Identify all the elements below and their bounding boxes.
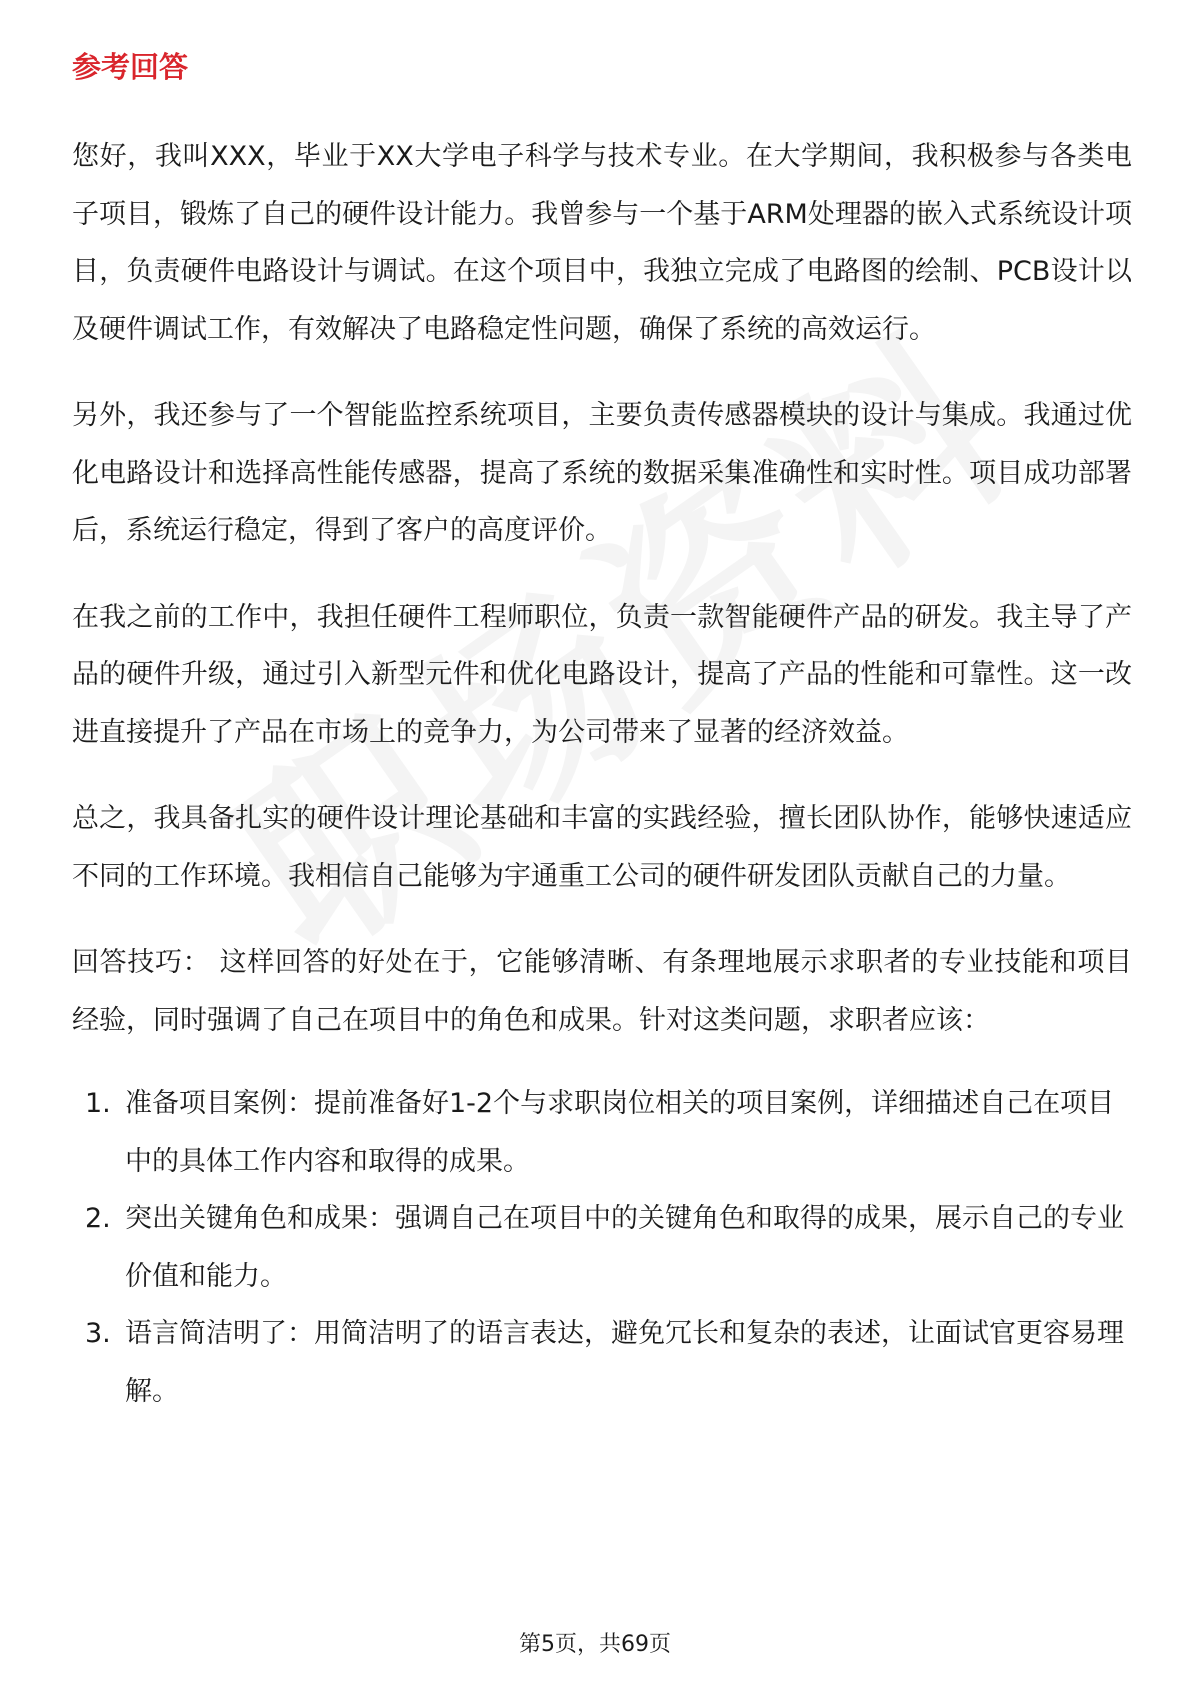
tips-item-text: 准备项目案例：提前准备好1-2个与求职岗位相关的项目案例，详细描述自己在项目中的具体工作内容和取得的成果。: [125, 1088, 1115, 1177]
tips-item-number: 3.: [85, 1318, 111, 1349]
tips-list-item: [72, 1075, 1132, 1190]
answer-paragraph-4: 总之，我具备扎实的硬件设计理论基础和丰富的实践经验，擅长团队协作，能够快速适应不同的工作环境。我相信自己能够为宇通重工公司的硬件研发团队贡献自己的力量。: [72, 803, 1132, 892]
tips-intro: 回答技巧： 这样回答的好处在于，它能够清晰、有条理地展示求职者的专业技能和项目经验，同时强调了自己在项目中的角色和成果。针对这类问题，求职者应该：: [72, 947, 1132, 1036]
answer-paragraph-1: 您好，我叫XXX，毕业于XX大学电子科学与技术专业。在大学期间，我积极参与各类电子项目，锻炼了自己的硬件设计能力。我曾参与一个基于ARM处理器的嵌入式系统设计项目，负责硬件电路设计与调试。在这个项目中，我独立完成了电路图的绘制、PCB设计以及硬件调试工作，有效解决了电路稳定性问题，确保了系统的高效运行。: [72, 141, 1132, 345]
page-number-footer: 第5页，共69页: [519, 1632, 671, 1657]
tips-list-item: [72, 1190, 1132, 1305]
tips-list-item: [72, 1305, 1132, 1420]
tips-item-number: 1.: [85, 1088, 111, 1119]
answer-paragraph-2: 另外，我还参与了一个智能监控系统项目，主要负责传感器模块的设计与集成。我通过优化电路设计和选择高性能传感器，提高了系统的数据采集准确性和实时性。项目成功部署后，系统运行稳定，得到了客户的高度评价。: [72, 400, 1132, 546]
tips-item-number: 2.: [85, 1203, 111, 1234]
section-heading: 参考回答: [72, 50, 189, 84]
page-content: [72, 46, 1132, 1420]
tips-item-text: 语言简洁明了：用简洁明了的语言表达，避免冗长和复杂的表述，让面试官更容易理解。: [125, 1318, 1124, 1407]
tips-item-text: 突出关键角色和成果：强调自己在项目中的关键角色和取得的成果，展示自己的专业价值和能力。: [125, 1203, 1124, 1292]
tips-list: [72, 1075, 1132, 1420]
answer-paragraph-3: 在我之前的工作中，我担任硬件工程师职位，负责一款智能硬件产品的研发。我主导了产品的硬件升级，通过引入新型元件和优化电路设计，提高了产品的性能和可靠性。这一改进直接提升了产品在市场上的竞争力，为公司带来了显著的经济效益。: [72, 601, 1132, 748]
